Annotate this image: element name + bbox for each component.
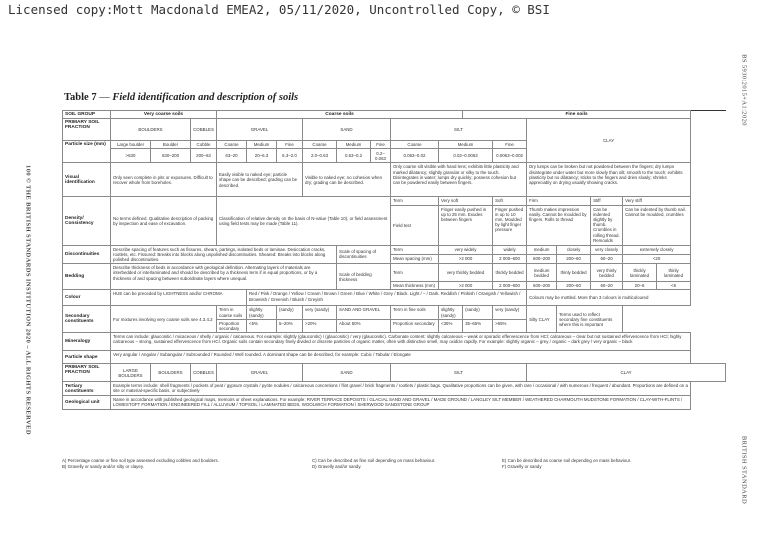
coarse-header: Coarse soils [217, 111, 463, 119]
copyright-sidebar: 100 © THE BRITISH STANDARDS INSTITUTION 2020 – ALL RIGHTS RESERVED [24, 165, 32, 435]
silt-header: SILT [391, 119, 527, 141]
clay-header: CLAY [527, 119, 691, 163]
discontinuity-term-label: Term [391, 245, 439, 254]
visual-identification-row [63, 163, 726, 197]
table-caption: Table 7 — Field identification and description of soils [64, 92, 299, 103]
secondary-term-row [63, 306, 726, 319]
gravel-header: GRAVEL [217, 119, 303, 141]
fine-term-label: Term in fine soils [391, 306, 439, 319]
mean-spacing-label: Mean spacing (mm) [391, 254, 439, 263]
visual-very-coarse: Only seen complete in pits or exposures. Difficult to recover whole from boreholes. [111, 163, 217, 197]
table-title: Field identification and description of soils [112, 92, 299, 103]
boulders-cell: BOULDERS [151, 364, 191, 382]
size-cell: 0.0063–0.002 [493, 149, 527, 163]
density-coarse: Classification of relative density on the basis of N-value (Table 10), or field assessment using field tests may be made (Table 11). [217, 197, 391, 245]
consistency-term: Very stiff [623, 197, 691, 205]
size-cell: >630 [111, 149, 151, 163]
spacing-term: very widely [439, 245, 493, 254]
bedding-term: medium bedded [527, 264, 557, 282]
british-standard-sidebar: BRITISH STANDARD [740, 435, 748, 505]
footnote-e: E) Can be described as coarse soil depending on mass behaviour. [502, 458, 632, 463]
large-boulders-cell: LARGE BOULDERS [111, 364, 151, 382]
colour-hue: HUE can be preceded by LIGHTNESS and/or CHROMA [111, 290, 247, 306]
coarse-term: (sandy) [277, 306, 303, 319]
bedding-term: very thinly bedded [591, 264, 623, 282]
clay-cell: CLAY [527, 364, 726, 382]
discontinuities-desc: Describe spacing of features such as fissures, shears, partings, isolated beds or laminae. Desiccation cracks, rootlets, etc. Fissured: Breaks into blocks along unpolished discontinuities. Sheared: Breaks into blocks along polished discontinuities. [111, 245, 337, 264]
cobbles-header: COBBLES [191, 119, 217, 141]
very-coarse-header: Very coarse soils [111, 111, 217, 119]
colour-note: Colours may be mottled. More than 3 colours is multicoloured [527, 290, 691, 306]
visual-silt: Only coarse silt visible with hand lens; exhibits little plasticity and marked dilatancy; slightly granular or silky to the touch. Disintegrates in water; lumps dry quickly; possess cohesion but can be powdered easily between fingers. [391, 163, 527, 197]
bedding-term-row [63, 264, 726, 282]
coarse-prop-label: Proportion secondary [217, 319, 247, 332]
coarse-term: SAND AND GRAVEL [337, 306, 391, 319]
thickness-value: 200–60 [557, 282, 591, 290]
fine-term: slightly (sandy) [439, 306, 463, 319]
particle-shape-text: Very angular / Angular / Subangular / Subrounded / Rounded / Well rounded. A dominant shape can be described, for example: Cubic / Tabular / Elongate [111, 351, 691, 364]
consistency-term: Firm [527, 197, 591, 205]
subtype-cell: Medium [439, 141, 493, 149]
footnote-f: F) Gravelly or sandy [502, 464, 542, 469]
bedding-term: very thickly bedded [439, 264, 493, 282]
boulders-header: BOULDERS [111, 119, 191, 141]
mean-thickness-label: Mean thickness (mm) [391, 282, 439, 290]
geological-label: Geological unit [63, 396, 111, 410]
spacing-value: 60–20 [591, 254, 623, 263]
size-cell: 0.02–0.0063 [439, 149, 493, 163]
density-very-coarse: No terms defined. Qualitative description of packing by inspection and ease of excavation. [111, 197, 217, 245]
visual-gravel: Easily visible to naked eye; particle shape can be described; grading can be described. [217, 163, 303, 197]
thickness-value: >2 000 [439, 282, 493, 290]
spacing-value: <20 [623, 254, 691, 263]
coarse-prop: <5% [247, 319, 277, 332]
discontinuity-term-row [63, 245, 726, 254]
footnote-c: C) Can be described as fine soil depending on mass behaviour. [312, 458, 436, 463]
fine-prop-label: Proportion secondary [391, 319, 439, 332]
subtype-cell: Boulder [151, 141, 191, 149]
mineralogy-text: Terms can include: glauconitic / micaceous / shelly / organic / calcareous. For example: slightly (glauconitic) / (glauconitic) / very (glauconitic). Carbonate content: slightly calcareous – weak or sporadic effervescence from HCl; calcareous – clear but not sustained effervescence from HCl; highly calcareous – strong, sustained effervescence from HCl. Organic soils contain secondary finely divided or discrete particles of organic matter, often with distinctive smell, may oxidize rapidly. For example: slightly organic – grey / organic – dark grey / very organic – black [111, 333, 691, 351]
size-cell: 63–20 [217, 149, 247, 163]
primary-repeat-label: PRIMARY SOIL FRACTION [63, 364, 111, 382]
coarse-prop: About 50% [337, 319, 391, 332]
consistency-term: Soft [493, 197, 527, 205]
subtype-cell: Medium [337, 141, 371, 149]
subtype-cell: Large boulder [111, 141, 151, 149]
bedding-label: Bedding [63, 264, 111, 290]
geological-row [63, 396, 726, 410]
field-test-label: Field test [391, 205, 439, 245]
bedding-term: thickly bedded [493, 264, 527, 282]
size-cell: 0.2–0.063 [371, 149, 391, 163]
density-term-label: Term [391, 197, 439, 205]
size-cell: 200–63 [191, 149, 217, 163]
silty-clay: Silty CLAY [527, 306, 557, 333]
colour-values: Red / Pink / Orange / Yellow / Cream / Brown / Green / Blue / White / Grey / Black. Light / – / Dark. Reddish / Pinkish / Orangish / Yellowish / Brownish / Greenish / Bluish / Greyish [247, 290, 527, 306]
tertiary-text: Example terms include: shell fragments / pockets of peat / gypsum crystals / pyrite nodules / calcareous concretions / flint gravel / brick fragments / rootlets / plastic bags. Qualitative proportions can be given, with rare / occasional / with numerous / frequent / abundant. Proportions are defined on a site or material-specific basis, or subjectively [111, 382, 691, 396]
particle-shape-row [63, 351, 726, 364]
coarse-term: very (sandy) [303, 306, 337, 319]
consistency-term: Very soft [439, 197, 493, 205]
soil-group-row [63, 111, 726, 119]
subtype-cell: Coarse [391, 141, 439, 149]
primary-fraction-row [63, 119, 726, 141]
soil-description-table [62, 110, 726, 455]
thickness-value: 2 000–600 [493, 282, 527, 290]
spacing-value: 600–200 [527, 254, 557, 263]
sand-header: SAND [303, 119, 391, 141]
coarse-term-label: Term in coarse soils [217, 306, 247, 319]
colour-label: Colour [63, 290, 111, 306]
silt-cell: SILT [391, 364, 527, 382]
mineralogy-label: Mineralogy [63, 333, 111, 351]
footnote-b: B) Gravelly or sandy and/or silty or clayey. [62, 464, 144, 469]
fine-term: very (sandy) [493, 306, 527, 319]
spacing-value: 200–60 [557, 254, 591, 263]
subtype-cell: Medium [247, 141, 277, 149]
thickness-value: 20–6 [623, 282, 657, 290]
field-test-cell: Finger pushed in up to 10 mm. Moulded by light finger pressure [493, 205, 527, 245]
spacing-term: closely [557, 245, 591, 254]
field-test-cell: Can be indented by thumb nail. Cannot be moulded, crumbles [623, 205, 691, 245]
spacing-term: widely [493, 245, 527, 254]
density-term-row [63, 197, 726, 205]
thickness-value: 600–200 [527, 282, 557, 290]
discontinuities-label: Discontinuities [63, 245, 111, 264]
field-test-cell: Finger easily pushed in up to 25 mm. Exudes between fingers [439, 205, 493, 245]
subtype-cell: Coarse [217, 141, 247, 149]
cobbles-cell: COBBLES [191, 364, 217, 382]
visual-sand: Visible to naked eye; no cohesion when dry; grading can be described. [303, 163, 391, 197]
secondary-desc: For mixtures involving very coarse soils see 4.3.4.2 [111, 306, 217, 333]
bedding-scale: Scale of bedding thickness [337, 264, 391, 290]
discontinuity-scale: Scale of spacing of discontinuities [337, 245, 391, 264]
fine-prop: 35–65% [463, 319, 493, 332]
size-cell: 20–6.3 [247, 149, 277, 163]
colour-row [63, 290, 726, 306]
coarse-prop: 5–20% [277, 319, 303, 332]
geological-text: Name in accordance with published geological maps, memoirs or sheet explanations. For example: RIVER TERRACE DEPOSITS / GLACIAL SAND AND GRAVEL / MADE GROUND / LANGLEY SILT MEMBER / WEATHERED CHARMOUTH MUDSTONE FORMATION / CLAY-WITH-FLINTS / LOWESTOFT FORMATION / ENGINEERED FILL / ALLUVIUM / TOPSOIL / LAMINATED BEDS, WOOLWICH FORMATION / SHERWOOD SANDSTONE GROUP [111, 396, 691, 410]
size-cell: 6.3–2.0 [277, 149, 303, 163]
footnotes [62, 458, 726, 472]
bedding-desc: Describe thickness of beds in accordance with geological definition. Alternating layers of materials are interbedded or interlaminated and should be described by a thickness term if in equal proportions, or by a thickness of and spacing between subordinate layers where unequal. [111, 264, 337, 290]
field-test-cell: Thumb makes impression easily. Cannot be moulded by fingers. Rolls to thread [527, 205, 591, 245]
fine-prop: >65% [493, 319, 527, 332]
coarse-prop: >20% [303, 319, 337, 332]
spacing-term: extremely closely [623, 245, 691, 254]
bedding-term: thinly bedded [557, 264, 591, 282]
size-cell: 0.063–0.02 [391, 149, 439, 163]
field-test-cell: Can be indented slightly by thumb. Crumbles in rolling thread. Remoulds [591, 205, 623, 245]
footnote-a: A) Percentage coarse or fine soil type assessed excluding cobbles and boulders. [62, 458, 219, 463]
footnote-d: D) Gravelly and/or sandy. [312, 464, 362, 469]
spacing-term: very closely [591, 245, 623, 254]
visual-clay: Dry lumps can be broken but not powdered between the fingers; dry lumps disintegrate under water but more slowly than silt; smooth to the touch; exhibits plasticity but no dilatancy; sticks to the fingers and dries slowly; shrinks appreciably on drying usually showing cracks. [527, 163, 691, 197]
subtype-cell: Fine [371, 141, 391, 149]
consistency-term: Stiff [591, 197, 623, 205]
secondary-reflect-note: Terms used to reflect secondary fine constituents where this is important [557, 306, 623, 333]
tertiary-label: Tertiary constituents [63, 382, 111, 396]
size-cell: 0.63–0.2 [337, 149, 371, 163]
spacing-value: 2 000–600 [493, 254, 527, 263]
fine-prop: <35% [439, 319, 463, 332]
bedding-term: thinly laminated [657, 264, 691, 282]
standard-number-sidebar: BS 5930:2015+A1:2020 [740, 54, 748, 126]
soil-group-label: SOIL GROUP [63, 111, 111, 119]
density-label: Density/ Consistency [63, 197, 111, 245]
mineralogy-row [63, 333, 726, 351]
fine-term: (sandy) [463, 306, 493, 319]
bedding-term-label: Term [391, 264, 439, 282]
subtype-cell: Coarse [303, 141, 337, 149]
gravel-cell: GRAVEL [217, 364, 303, 382]
license-banner: Licensed copy:Mott Macdonald EMEA2, 05/11/2020, Uncontrolled Copy, © BSI [8, 2, 550, 17]
thickness-value: <6 [657, 282, 691, 290]
spacing-term: medium [527, 245, 557, 254]
visual-identification-label: Visual identification [63, 163, 111, 197]
fine-header: Fine soils [463, 111, 691, 119]
size-cell: 630–200 [151, 149, 191, 163]
secondary-label: Secondary constituents [63, 306, 111, 333]
coarse-term: slightly (sandy) [247, 306, 277, 319]
sand-cell: SAND [303, 364, 391, 382]
primary-repeat-row [63, 364, 726, 382]
table-number: Table 7 [64, 92, 97, 103]
particle-size-label: Particle size (mm) [63, 141, 111, 163]
thickness-value: 60–20 [591, 282, 623, 290]
particle-shape-label: Particle shape [63, 351, 111, 364]
subtype-cell: Fine [493, 141, 527, 149]
tertiary-row [63, 382, 726, 396]
subtype-cell: Cobble [191, 141, 217, 149]
size-cell: 2.0–0.63 [303, 149, 337, 163]
subtype-cell: Fine [277, 141, 303, 149]
bedding-term: thickly laminated [623, 264, 657, 282]
primary-fraction-label: PRIMARY SOIL FRACTION [63, 119, 111, 141]
spacing-value: >2 000 [439, 254, 493, 263]
